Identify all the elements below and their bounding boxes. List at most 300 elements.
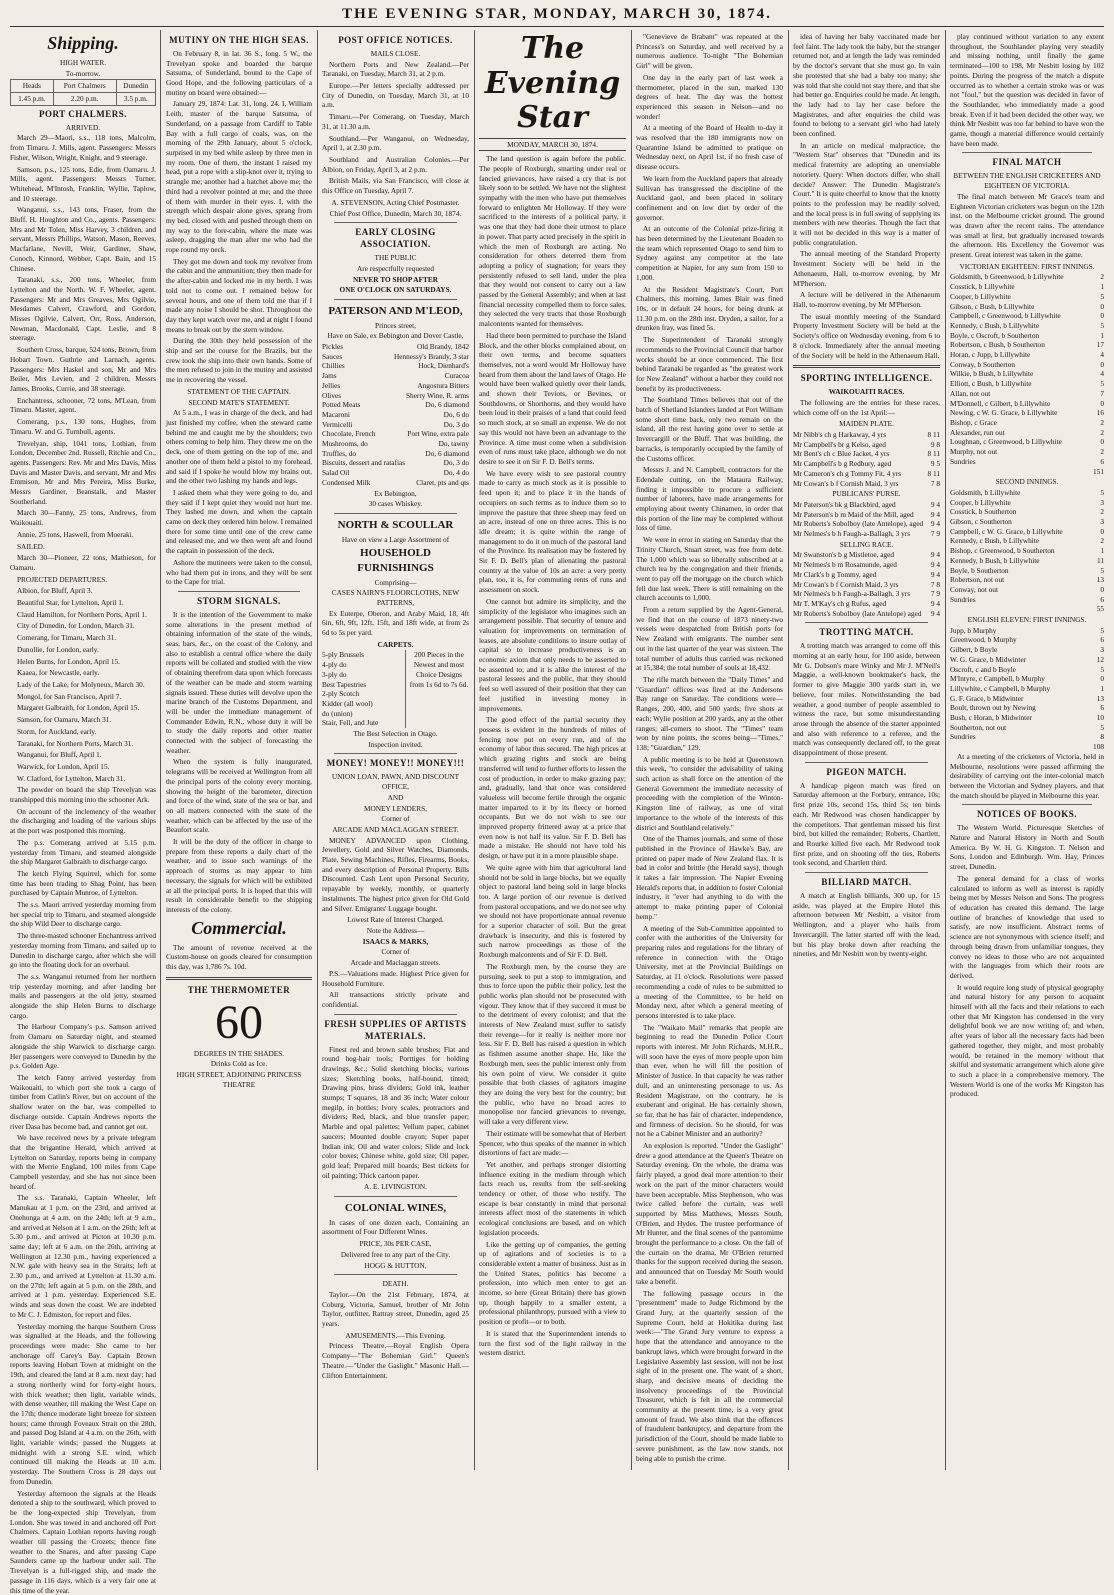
paragraph: idea of having her baby vaccinated made her feel faint. The lady took the baby, but the stranger returned not, and at length the lady was reminded by the doctor's servant that she must go. In vain she protested that she had a baby too many; she was told that she could not stay there, and that she had better go. Enquiries could be made. At length, the lady had to lay her case before the Magistrates, and after enquiries the child was found to belong to a servant girl who had lately been confined. (793, 32, 940, 139)
paragraph: City of Dunedin, for London, March 31. (17, 621, 135, 631)
score-row-value: 0 (1100, 526, 1104, 536)
column-sporting (793, 32, 940, 1468)
divider (166, 977, 312, 980)
postmaster-signature: A. STEVENSON, Acting Chief Postmaster. (331, 197, 460, 207)
money-text: MONEY ADVANCED upon Clothing, Jewellery, Gold and Silver Watches, Diamonds, Plate, Sewing Machines, Rifles, Firearms, Books, and every description of Personal Property. Bills Discounted. Cash Lent upon Personal Security, repayable by weekly, monthly, or quarterly instalments. The highest price given for Old Gold and Silver. Emigrants' Luggage bought. (322, 835, 469, 913)
race-entry-value: 9 4 (930, 560, 940, 570)
column-rule (788, 30, 789, 1470)
stock-item (322, 381, 469, 391)
paragraph: Storm, for Auckland, early. (17, 726, 97, 736)
paragraph: In an article on medical malpractice, the "Western Star" observes that "Dunedin and its medical fraternity are adopting an unenviable notoriety. Query: When doctors differ, who shall decide? Answer: The Dunedin Magistrate's Court." It is quite cheerful to know that the knotty points to the profession may be readily solved, and the local press is in full swing of supplying its members with new theories. Though the fact that it will not be decided in this way is a matter of public congratulation. (793, 140, 940, 247)
stock-item-label: Macaroni (322, 409, 350, 419)
stock-item (322, 410, 469, 420)
paragraph: The Western World. Picturesque Sketches of Nature and Natural History in North and South America. By W. H. G. Kingston. T. Nelson and Sons, London and Edinburgh. Wm. Hay, Princes street, Dunedin. (950, 823, 1104, 872)
race-entry-label: Mr Campbell's b g Redbury, aged (793, 459, 892, 469)
paragraph: Taranaki, s.s., 200 tons, Wheeler, from Lyttelton and the North. W. F. Wheeler, agent. Passengers: Mr and Mrs Greaves, Mrs Ogilvie, Mesdames Calvert, Crawford, and Gordon, Misses Ogilvie, Calvert, Orr, Ross, Anderson, Newman, Macdonald, Capt. Leslie, and 8 steerage. (10, 275, 156, 343)
stock-item-label: Salad Oil (322, 468, 350, 478)
tide-cell: Heads (11, 80, 54, 93)
death-heading: DEATH. (382, 1279, 409, 1289)
race-entry (793, 469, 940, 479)
score-row (950, 282, 1104, 292)
leader-dateline: MONDAY, MARCH 30, 1874. (479, 138, 626, 152)
paragraph: One of the Thames journals, and some of those published in the Province of Hawke's Bay, are printed on paper made of New Zealand flax. It is bad in color and brittle (the Herald says), though it takes a fair impression. The Napier Evening Herald's reports that, in addition to foster Colonial industry, it "ever had anything to do with the attempt to make printing paper of Colonial hemp." (636, 834, 783, 921)
post-office-heading: POST OFFICE NOTICES. (338, 35, 453, 45)
mate-statement-heading: SECOND MATE'S STATEMENT. (188, 397, 290, 407)
score-row (950, 498, 1104, 508)
paterson-heading: PATERSON AND M'LEOD, (328, 304, 463, 317)
race-entry-value: 7 9 (930, 529, 940, 539)
stock-item-value: Claret, pts and qts (416, 477, 469, 487)
score-total: 55 (1096, 604, 1104, 614)
paragraph: British Mails, via San Francisco, will close at this Office on Tuesday, April 7. (322, 176, 469, 196)
score-row (950, 655, 1104, 665)
early-closing-line: ONE O'CLOCK ON SATURDAYS. (339, 285, 452, 295)
race-entry (793, 560, 940, 570)
paragraph: January 29, 1874: Lat. 31, long. 24. I, William Leith, master of the barque Satsuma, of Sunderland, on a passage from Cardiff to Table Bay with a full cargo of coals, was, on the morning of the 29th January, about 5 o'clock, surprised in my bed while asleep by three men in my room. One of them, the instant I raised my head, put a rope with a slip-knot over it, trying to strangle me; another had a hatchet above me; the third had a revolver pointed at me; and the three of them with murder in their eyes. I, with the strength which despair alone gives, sprang from my bed, closed with and pushed through them on my way to the fore-cabin, where the mate was asleep, dragging the man after me who had the rope round my neck. (166, 99, 312, 255)
score-row (950, 546, 1104, 556)
paragraph: The "Waikato Mail" remarks that people are beginning to read the Dunedin Police Court reports with interest. Mr John Richards, M.H.R., will soon have the eyes of more people upon him than ever, when he will fill the position of Minister of Justice. In that capacity he was rather dull, and an uninteresting personage to us. As Resident Magistrate, on the contrary, he is exuberant and original. He has certainly shown, so far, that he has fair of character, independence, and firmness of decision. So he should, for was not he a Cabinet Minister and an authority? (636, 1022, 783, 1139)
section-title-shipping: Shipping. (47, 33, 119, 53)
paragraph: Southland.—Per Wanganui, on Wednesday, April 1, at 2.30 p.m. (322, 133, 469, 153)
paragraph: It would require long study of physical geography and natural history for any person to acquaint himself with all the facts and their relations to each other that Mr Kingston has condensed in the very delightful book we are now writing of; and when, after years of labor all the necessary facts had been gathered together, they might, and most probably would, be retained in the memory without that skilful and systematic arrangement which alone give to such a place in a comprehensive memory. The Western World is one of the works Mr Kingston has produced. (950, 982, 1104, 1099)
score-row (950, 595, 1104, 605)
mutiny-body (166, 49, 312, 385)
stock-item-value: Do, tawny (438, 439, 469, 449)
race-entry-value: 9 4 (930, 509, 940, 519)
money-corner: Corner of (381, 947, 410, 957)
score-row-label: Southerton, not out (950, 722, 1007, 732)
paragraph: SAILED. (17, 541, 45, 551)
paragraph: Their estimate will be somewhat that of Herbert Spencer, who thus speaks of the manner in which distortions of fact are made:— (479, 1128, 627, 1158)
score-row-label: Bishop, c Grace (950, 417, 997, 427)
divider (334, 753, 457, 754)
column-mutiny (166, 32, 312, 1468)
second-innings-list (950, 488, 1104, 604)
score-row-value: 2 (1100, 417, 1104, 427)
score-row-value: 2 (1100, 536, 1104, 546)
thermometer-heading: THE THERMOMETER (187, 984, 291, 995)
race-entry-label: Mr Cameron's ch g Tommy Fit, 4 yrs (793, 468, 902, 478)
first-innings-list (950, 272, 1104, 466)
score-total: 151 (1093, 466, 1104, 476)
tide-cell: Port Chalmers (53, 80, 116, 93)
score-row (950, 447, 1104, 457)
score-row-value: 5 (1100, 664, 1104, 674)
masthead-rule (10, 26, 1104, 27)
score-row (950, 331, 1104, 341)
tide-subheading: To-morrow. (65, 68, 101, 78)
score-row (950, 645, 1104, 655)
stock-item (322, 400, 469, 410)
paragraph: Comerang, p.s., 130 tons, Hughes, from Timaru. W. and G. Turnbull, agents. (10, 417, 156, 436)
paragraph: During the 30th they held possession of the ship and set the course for the Brazils, but the crew took the ship into their own hands. Some of the men refused to join in the mutiny and assisted me in recovering the vessel. (166, 336, 312, 385)
stock-item-value: Old Brandy, 1842 (416, 342, 469, 351)
score-row-value: 1 (1100, 282, 1104, 292)
money-place: Arcade and Maclaggan streets. (350, 958, 441, 968)
score-row-value: 3 (1100, 497, 1104, 507)
carpet-item: 3-ply do (322, 669, 347, 679)
sporting-heading: SPORTING INTELLIGENCE. (800, 373, 933, 384)
races-intro: The following are the entries for these races, which come off on the 1st April:— (793, 397, 940, 417)
stock-item-value: Do, 3 do (443, 458, 469, 468)
paragraph: At the Resident Magistrate's Court, Port Chalmers, this morning, James Blair was fined 10s, or in default 24 hours, for being drunk at 11.30 p.m. on the 28th inst. Dryden, a sailor, for a drunken fray, was fined 5s. (636, 284, 783, 333)
wines-price: PRICE, 30s PER CASE, (359, 1239, 432, 1249)
stock-item (322, 352, 469, 362)
north-scoullar-sub: Have on view a Large Assortment of (341, 534, 450, 544)
stock-item-label: Jellies (322, 380, 341, 390)
newspaper-title: The Evening Star (484, 31, 621, 135)
stock-item-value: Do, 6 do (443, 409, 469, 419)
score-row-value: 7 (1100, 388, 1104, 398)
paragraph: Enchantress, schooner, 72 tons, M'Lean, from Timaru. Master, agent. (10, 395, 156, 415)
stock-item (322, 458, 469, 468)
score-row (950, 507, 1104, 517)
race-entry-label: Mr Nelmes's b m Rosamunde, aged (793, 560, 897, 570)
race-entry (793, 440, 940, 450)
score-row-value: 1 (1100, 330, 1104, 340)
race-entry-label: Mr Clark's b g Tommy, aged (793, 569, 877, 579)
score-row-label: M'Donnell, c Gilbert, b Lillywhite (950, 398, 1051, 408)
score-row-label: Elliott, c Bush, b Lillywhite (950, 379, 1032, 389)
mate-body (166, 408, 312, 587)
score-row-label: Murphy, not out (950, 447, 998, 457)
billiard-continued-body (950, 32, 1104, 148)
second-innings-total (950, 604, 1104, 614)
paragraph: March 30—Pioneer, 22 tons, Mathieson, for Oamaru. (10, 553, 156, 572)
column-rule (160, 30, 161, 1470)
stock-item-value: Do, 6 diamond (425, 400, 469, 410)
paragraph: The s.s. Wanganui returned from her northern trip yesterday morning, and after landing her mails and passengers at the old jetty, steamed alongside the ship Helen Burns to discharge cargo. (10, 971, 156, 1020)
score-row (950, 732, 1104, 742)
paragraph: The rifle match between the "Daily Times" and "Guardian" offices was fired at the Andersons Bay range on Saturday. The conditions were—Ranges, 200, 400, and 500 yards; five shots at each; Wylie position at 200 yards, any at the other ranges; all-comers to shoot. The "Times" team won by nine points, the scores being—"Times," 138; "Guardian," 129. (636, 675, 783, 752)
stock-item-value: Do, 4 do (443, 468, 469, 478)
score-row-label: G. F. Grace, b Midwinter (950, 693, 1024, 703)
paterson-footer: Ex Bebington, (374, 488, 417, 498)
score-row (950, 665, 1104, 675)
race-entry (793, 599, 940, 609)
score-row (950, 437, 1104, 447)
race-entry-label: Mr Bent's ch c Blue Jacket, 4 yrs (793, 449, 890, 459)
commercial-text: The amount of revenue received at the Custom-house on goods cleared for consumption this day, was 1,786 7s. 10d. (166, 942, 312, 972)
paragraph: The ketch Flying Squirrel, which for some time has been trading to Shag Point, has been purchased by Captain Munroe, of Lyttelton. (10, 868, 156, 898)
paragraph: It is stated that the Superintendent intends to turn the first sod of the light railway in the western district. (479, 1328, 626, 1358)
stock-item-label: Pickles (322, 342, 344, 351)
trotting-text: A trotting match was arranged to come off this morning at an early hour, for 100 aside, between Mr G. Dobson's mare Winky and Mr J. M'Neil's Maggie, a well-known bookmaker's hack, the former to give Maggie 300 yards start in, we believe, four miles. Notwithstanding the bad weather, a good number of people assembled to witness the race, but some misunderstanding arose through the absence of the starter appointed and also with reference to a referee, and the match was consequently declared off, to the great disappointment of those present. (793, 641, 940, 758)
race-entry-value: 9 5 (930, 459, 940, 469)
score-row-label: Lillywhite, c Campbell, b Murphy (950, 683, 1051, 693)
score-row (950, 379, 1104, 389)
race-entry-label: Mr Cowan's b f Cornish Maid, 3 yrs (793, 579, 899, 589)
stock-item-label: Vermicelli (322, 419, 353, 429)
score-row-value: 5 (1100, 625, 1104, 635)
money-address-label: Note the Address— (366, 926, 425, 935)
race-entry (793, 510, 940, 520)
paragraph: Claud Hamilton, for Northern Ports, April 1. (17, 609, 147, 619)
score-row-label: Horan, c Jupp, b Lillywhite (950, 350, 1031, 360)
race-entry (793, 459, 940, 469)
race-entry-value: 9 4 (930, 598, 940, 608)
carpet-item: 4-ply do (322, 660, 347, 670)
race-entry (793, 550, 940, 560)
thermometer-address: HIGH STREET, ADJOINING PRINCESS THEATRE (176, 1070, 302, 1089)
stock-item-label: Condensed Milk (322, 477, 371, 487)
score-row-label: Cosstick, b Southerton (950, 507, 1017, 517)
race-entry-value: 9 4 (930, 519, 940, 529)
news-body (636, 32, 783, 1463)
race-entry-label: Mr T. M'Kay's ch g Rufus, aged (793, 598, 887, 608)
race-entry (793, 589, 940, 599)
race-entry-value: 8 11 (927, 449, 940, 459)
stock-item-value: Curacoa (444, 371, 469, 381)
score-row-value: 5 (1100, 379, 1104, 389)
score-row-value: 0 (1100, 437, 1104, 447)
score-row (950, 626, 1104, 636)
paragraph: A public meeting is to be held at Queenstown this week, "to consider the advisability of taking such action as shall force on the attention of the General Government the immediate necessity of proceeding with the completion of the Winton-Kingston line of railway, as one of vital importance to the whole of the interests of this district and Southland relatively." (636, 754, 783, 832)
paragraph: The general demand for a class of works calculated to inform as well as interest is rapidly being met by Messrs Nelson and Sons. The progress of education has created this demand. The large outline of branches of knowledge that used to satisfy, are now insufficient. Abstract terms of science are not synonymous with science itself; and through being drawn from unfamiliar tongues, they convey no ideas to those who are not acquainted with the languages from which their roots are derived. (950, 873, 1104, 980)
stock-item-value: Sherry Wine, R. arms (405, 390, 469, 400)
paragraph: play continued without variation to any extent throughout, the Southlander playing very steadily and missing nothing, until finally the game terminated—100 to 198, Mr Nesbitt losing by 102 points. During the progress of the match a dispute occurred as to whether a certain stroke was or was not "foul," but the question was decided in favor of the Southlander, who immediately made a good break. Even if it had been decided the other way, we think Mr Nesbitt was too far behind to have won the game, though a material difference would certainly have been made. (950, 32, 1104, 148)
score-row-label: Campbell, c W. G. Grace, b Lillywhite (950, 526, 1063, 536)
score-row-value: 4 (1100, 350, 1104, 360)
carpet-item: Stair, Fell, and Jute (322, 718, 379, 728)
stock-item-label: Sauces (322, 351, 343, 361)
paragraph: At a meeting of the Board of Health to-day it was resolved that the 180 immigrants now on Quarantine Island be admitted to pratique on Wednesday next, on April 1st, if no fresh case of disease occurs. (636, 123, 783, 172)
carpets-note: 200 Pieces in the Newest and most Choice Designs from 1s 6d to 7s 6d. (405, 650, 469, 728)
column-shipping (10, 32, 156, 1595)
score-row-label: Kennedy, c Bush, b Lillywhite (950, 320, 1040, 330)
early-closing-request: Are respectfully requested (357, 263, 434, 273)
score-row (950, 350, 1104, 360)
arrived-label: ARRIVED. (65, 122, 101, 132)
score-row (950, 517, 1104, 527)
stock-item-label: Biscuits, dessert and ratafias (322, 458, 406, 468)
score-row-label: Gibson, c Bush, b Lillywhite (950, 301, 1035, 311)
carpets-heading: CARPETS. (377, 639, 414, 649)
amusements-heading: AMUSEMENTS.—This Evening. (345, 1330, 446, 1340)
carpet-item: Best Tapestries (322, 679, 367, 689)
union-corner: Corner of (381, 814, 410, 824)
money-conf: All transactions strictly private and confidential. (322, 990, 469, 1009)
paragraph: We have received news by a private telegram that the brigantine Herald, which arrived at Lyttelton on Saturday, reports being in company with the Merrie England, 100 miles from Cape Campbell yesterday, and she has not since been heard of. (10, 1133, 156, 1191)
score-row-value: 3 (1100, 517, 1104, 527)
score-row-value: 0 (1100, 584, 1104, 594)
score-row-label: Robertson, c Bush, b Southerton (950, 340, 1045, 350)
english-innings-label: ENGLISH ELEVEN: FIRST INNINGS. (967, 615, 1087, 625)
artists-name: A. E. LIVINGSTON. (364, 1182, 427, 1192)
score-row-label: Wilkie, b Bush, b Lillywhite (950, 369, 1034, 379)
paragraph: The Harbour Company's p.s. Samson arrived from Oamaru on Saturday night, and steamed alongside the ship Warwick to discharge cargo. Her passengers were conveyed to Dunedin by the p.s. Golden Age. (10, 1022, 156, 1071)
divider (805, 762, 928, 763)
column-news (636, 32, 783, 1468)
stock-item-value: Do, 3 do (443, 419, 469, 429)
thermometer-footer: Drinks Cold as Ice. (210, 1059, 268, 1069)
carpet-item: do (union) (322, 708, 353, 718)
score-row (950, 389, 1104, 399)
paragraph: The good effect of the partial security they possess is evident in the hundreds of miles of fencing now put on every run, and of the economy of labor thus secured. The high prices at which grazing rights and stock are being transferred will tend to further efforts to lessen the cost of production, in order to make grazing pay; and, gradually, land that once was considered valueless will become fertile through the organic matter imparted to it by its fleecy or horned occupants. But we do not wish to see our improved property frittered away at a price that even now is not half its value. Sir F. D. Bell has made a mistake. He should not have told his design, or have put it in a more plausible shape. (479, 715, 626, 861)
paragraph: Yesterday morning the barque Southern Cross was signalled at the Heads, and the following proceedings were made: She came to her anchorage off Carey's Bay. Captain Brown reports leaving Hobart Town at midnight on the 19th, and cleared the land at 8 a.m. next day; had a strong northerly wind for forty-eight hours, with thick weather; then light, variable winds, with dense weather, till making the West Cape on the 17th; thence moderate light breeze for sixteen hours; came through Foveaux Strait on the 28th, and passed Dog Island at 4 a.m. on the 26th, with light, variable winds; passed the Nuggets at midnight with a strong S.E. wind, which continued till making the Heads at 10 a.m. yesterday. The Southern Cross is 28 days out from Dunedin. (10, 1321, 156, 1486)
money-interest: Lowest Rate of Interest Charged. (347, 915, 444, 925)
score-row-label: Loughnan, c Greenwood, b Lillywhite (950, 437, 1062, 447)
north-scoullar-heading: NORTH & SCOULLAR (337, 518, 454, 531)
score-row-value: 0 (1100, 311, 1104, 321)
score-row-value: 1 (1100, 683, 1104, 693)
paragraph: The annual meeting of the Standard Property Investment Society will be held in the Athenaeum, Hall, to-morrow evening, by Mr M'Pherson. (793, 249, 940, 288)
race-entry-label: Mr Paterson's bk g Blackbird, aged (793, 499, 896, 509)
score-row-value: 2 (1100, 427, 1104, 437)
paragraph: Had there been permitted to purchase the Island Block, and the other blocks complained about, on their own terms, and become squatters themselves, not a word would Mr Holloway have heard from them about the land laws of Otago. He would have been walked quietly over their lands, and shown their Teviots, or Bevines, or Southdowns, or Shorthorns, and they would have been loud in their praises of a land that could feed so much stock, at so small an expense. We do not say this would not have been an advantage to the Province. A time must come when a subdivision even of runs must take place, although we do not desire to see it on Sir F. D. Bell's terms. (479, 330, 626, 466)
score-row-value: 0 (1100, 301, 1104, 311)
race-entry-label: Mr Swanston's b g Mistletoe, aged (793, 550, 895, 560)
paragraph: Southern Cross, barque, 524 tons, Brown, from Hobart Town. Guthrie and Larnach, agents. Passengers: Mrs Haskel and son, Mr and Mrs Beiler, Mrs Levien, and 2 children, Messrs James, Brooks, Currie, and 38 steerage. (10, 345, 156, 393)
carpets-list (322, 650, 401, 728)
score-row (950, 575, 1104, 585)
stock-item-value: Hock, Dienhard's (418, 361, 469, 371)
race-entry-label: Mr Paterson's b m Maid of the Mill, aged (793, 509, 914, 519)
paragraph: When the system is fully inaugurated, telegrams will be received at Wellington from all the principal ports of the colony every morning, showing the height of the barometer, direction and force of the wind, state of the sea or bar, and on all matters connected with the state of the weather, which can be affected by the use of the Beaufort scale. (166, 757, 312, 835)
score-row (950, 321, 1104, 331)
commercial-heading: Commercial. (191, 917, 287, 938)
artists-heading: FRESH SUPPLIES OF ARTISTS MATERIALS. (324, 1018, 467, 1041)
race-entry-value: 7 9 (930, 589, 940, 599)
score-row-value: 2 (1100, 272, 1104, 282)
death-text: Taylor.—On the 21st February, 1874, at Coburg, Victoria, Samuel, brother of Mr John Taylor, outfitter, Rattray street, Dunedin, aged 25 years. (322, 1289, 469, 1329)
score-row-value: 17 (1096, 340, 1104, 350)
score-row (950, 399, 1104, 409)
score-row (950, 428, 1104, 438)
score-row-label: Gilbert, b Boyle (950, 645, 998, 655)
race-entry-label: Mr Roberts's Sobolboy (late Antelope) aged (793, 608, 922, 618)
paragraph: One cannot but admire its simplicity, and the simplicity of the legislator who imagines such an arrangement possible. That security of tenure and valuation for improvements on termination of leases, are absolute conditions to insure outlay of capital so to increase productiveness is an economic axiom that only needs to be asserted to be assented to; and it is alike the interest of the pastoral lessees and the public, that they should feel so well assured of their position that they can feel justified in investing money in improvements. (479, 596, 626, 713)
race-entry-value: 9 4 (930, 608, 940, 618)
stock-item-value: Do, 6 diamond (425, 448, 469, 458)
score-row (950, 418, 1104, 428)
selling-entries (793, 550, 940, 618)
union-heading: UNION LOAN, PAWN, AND DISCOUNT OFFICE, (331, 772, 460, 792)
artists-text: Finest red and brown sable brushes; Flat and round hog-hair tools; Porttiges for holding drawings, &c.; Solid sketching blocks, various sizes; Sketching books, half-bound, tinted; Drawing pins, brass dividers; Gold ink, leather stumps; T squares, 18 and 36 inch; Water colour megilp, in bottles; Ivory scales, protractors and dividers; Red, black, and blue transfer paper; Marble and opal palettes; Vellum paper, cabinet saucers; Mounted double crayon; Super paper Indian ink; Oil and water colors; Slide and lock color boxes; Chinese white, gold size; Oil paper, gold leaf; Prepared mill boards; Best tickets for oil painting; Thick cartoon paper. (322, 1044, 469, 1180)
leader-body (479, 154, 626, 1358)
post-office-body (322, 60, 469, 196)
stock-item-label: Olives (322, 390, 342, 400)
carpet-item: Kidder (all wool) (322, 698, 373, 708)
paragraph: Albion, for Bluff, April 3. (17, 586, 93, 596)
paragraph: From a return supplied by the Agent-General, we find that on the course of 1873 ninety-two vessels were despatched from British ports for New Zealand with emigrants. The number sent out in the last quarter of the year was sixteen. The total number of adults thus carried was reckoned at 15,384; the total number of souls at 18,432. (636, 605, 783, 673)
divider (334, 299, 457, 300)
paragraph: A lecture will be delivered in the Athenaeum Hall, to-morrow evening, by Mr M'Pherson. (793, 290, 940, 309)
furnishings-text: Ex Euterpe, Oberon, and Araby Maid, 18, 4ft 6in, 6ft, 9ft, 12ft, 15ft, and 18ft wide, at from 2s 6d to 5s per yard. (322, 608, 469, 638)
tide-heading: HIGH WATER. (59, 57, 107, 67)
carpet-item: 5-ply Brussels (322, 650, 364, 660)
column-rule (474, 30, 475, 1470)
paragraph: "Genevieve de Brabant" was repeated at the Princess's on Saturday, and well received by a numerous audience. To-night "The Bohemian Girl" will be given. (636, 32, 783, 71)
union-place: ARCADE AND MACLAGGAN STREET. (332, 824, 459, 834)
paterson-items (322, 342, 469, 488)
race-entry (793, 580, 940, 590)
tide-cell: Dunedin (116, 80, 155, 93)
column-rule (631, 30, 632, 1470)
stock-item (322, 439, 469, 449)
paragraph: The land question is again before the public. The people of Roxburgh, smarting under real or fancied grievances, have raised a cry that is not likely soon to be settled. We have not the slightest sympathy with the men who have put themselves forward to enlighten Mr Holloway. If they were sacrificed to the interests of a political party, it was one that they had done their utmost to place in power. That party acted precisely in the spirit in which the men of Roxburgh are acting. No consideration for others deterred them from adopting a policy of stagnation; for years they persistently refused to sell land, under the plea that they would not consent to carry out a law passed by the General Assembly; and when at last financial necessity compelled them to force sales, they selected the very tracts that those Roxburgh malcontents wanted for themselves. (479, 154, 626, 329)
trotting-heading: TROTTING MATCH. (819, 627, 914, 638)
storm-heading: STORM SIGNALS. (197, 595, 281, 606)
score-row-value: 5 (1100, 291, 1104, 301)
score-row-value: 2 (1100, 447, 1104, 457)
billiard-heading: BILLIARD MATCH. (821, 877, 912, 888)
score-row (950, 340, 1104, 350)
score-row-label: Conway, b Southerton (950, 359, 1015, 369)
paragraph: W. Clatford, for Lyttelton, March 31. (17, 773, 126, 783)
paragraph: Wanganui, for Bluff, April 1. (17, 750, 102, 760)
score-row (950, 292, 1104, 302)
wines-name: HOGG & HUTTON, (364, 1260, 427, 1270)
paragraph: Trevelyan, ship, 1041 tons, Lothian, from London, December 2nd. Russell, Ritchie and Co., agents. Passengers: Rev. Mr and Mrs Davis, Miss Davis and Master Davis, and servant, Mr and Mrs Emmison, Mr and Mrs Pereira, Miss Burke, Messrs Gardiner, Beanstalk, and Master Southerland. (10, 438, 156, 506)
score-row (950, 703, 1104, 713)
paragraph: At 5 a.m., I was in charge of the deck, and had just finished my coffee, when the steward came behind me and caught me by the shoulders; two others coming to help him. They threw me on the deck, one of them getting on the top of me, and another one of them held a pistol to my forehead, and said if I spoke he would blow my brains out, and the other two lashing my hands and legs. (166, 408, 312, 486)
paterson-footer: 30 cases Whiskey. (368, 499, 423, 509)
paragraph: The ketch Fanny arrived yesterday from Waikouaiti, to which port she took a cargo of timber from Catlin's River, but on account of the shallow water on the bar, was compelled to discharge outside. Captain Andrews reports the river Dasa has become bad, and cannot get out. (10, 1073, 156, 1131)
score-row-label: Robertson, not out (950, 575, 1005, 585)
stock-item (322, 420, 469, 430)
score-row-label: Goldsmith, b Greenwood, b Lillywhite (950, 272, 1064, 282)
score-row-value: 13 (1096, 693, 1104, 703)
final-match-sub: BETWEEN THE ENGLISH CRICKETERS AND EIGHTEEN OF VICTORIA. (953, 171, 1101, 191)
books-body (950, 823, 1104, 1099)
score-row-value: 0 (1100, 398, 1104, 408)
column-rule (945, 30, 946, 1470)
paragraph: They got me down and took my revolver from the cabin and the ammunition; they then made for the after-cabin and locked me in my berth. I was told not to come out. I remained below for several hours, and one of them told me that if I made any noise I should be shot. Throughout the day they kept watch over me, and at night I found means to break out by the stern window. (166, 256, 312, 334)
stock-item-label: Truffles, do (322, 448, 357, 458)
score-row (950, 272, 1104, 282)
carpets-footer: The Best Selection in Otago. (353, 729, 438, 739)
final-match-text: The final match between Mr Grace's team and Eighteen Victorian cricketers was begun on the 12th inst. on the Melbourne cricket ground. The ground was drawn after the recent rains. The attendance was small at first, but gradually increased towards the afternoon. His Excellency the Governor was present. Great interest was taken in the game. (950, 191, 1104, 260)
money-name: ISAACS & MARKS, (362, 936, 429, 946)
tide-table (10, 79, 156, 105)
score-row-label: Cooper, b Lillywhite (950, 497, 1011, 507)
paragraph: Kaaea, for Newcastle, early. (17, 668, 100, 678)
divider (805, 872, 928, 873)
stock-item-label: Chocolate, French (322, 429, 376, 439)
divider (962, 804, 1092, 805)
wines-heading: COLONIAL WINES, (344, 1202, 447, 1215)
race-entry-label: Mr Nibb's ch g Harkaway, 4 yrs (793, 429, 887, 439)
score-row (950, 684, 1104, 694)
race-entry-value: 8 11 (927, 429, 940, 439)
stock-item (322, 468, 469, 478)
paragraph: On February 8, in lat. 36 S., long. 5 W., the Trevelyan spoke and boarded the barque Satsuma, of Sunderland, bound to the Cape of Good Hope, and the following particulars of a mutiny on board were obtained:— (166, 48, 312, 97)
divider (805, 622, 928, 623)
stock-item-label: Chillies (322, 361, 345, 371)
score-row-label: Bush, c Horan, b Midwinter (950, 713, 1032, 723)
score-row-value: 3 (1100, 645, 1104, 655)
divider (334, 513, 457, 514)
paragraph: An explosion is reported. "Under the Gaslight" drew a good attendance at the Queen's Theatre on Saturday evening. On the whole, the drama was fairly played, a good deal more attention to their work on the part of the minor characters would have been acceptable. Miss Stephenson, who was twice called before the curtain, was well supported by Miss Matthews, Messrs South, O'Brien, and Hydes. The trustee performance of Mr Hunter, and the final scenes of the pantomime brought the performance to a close. On the fall of the curtain on the drama, Mr O'Brien returned thanks for the support received during the season, and announced that on Tuesday Mr South would take a benefit. (636, 1141, 783, 1286)
paragraph: The p.s. Comerang arrived at 5.15 p.m. yesterday from Timaru, and steamed alongside the ship Margaret Galbraith to discharge cargo. (10, 837, 156, 867)
stock-item (322, 391, 469, 401)
race-entry-value: 9 4 (930, 569, 940, 579)
paragraph: Comerang, for Timaru, March 31. (17, 633, 117, 643)
books-heading: NOTICES OF BOOKS. (977, 809, 1077, 820)
score-row (950, 604, 1104, 614)
stock-item (322, 361, 469, 371)
race-entry (793, 479, 940, 489)
paragraph: The s.s. Taranaki, Captain Wheeler, left Manukau at 1 p.m. on the 23rd, and arrived at Onehunga at 4 a.m. on the 24th; left at 9 a.m., and arrived at Nelson at 1 a.m. on the 26th; left at 5.30 p.m., and arrived at Picton at 10.30 p.m. same day; left at 6 a.m. on the 26th, arriving at Wellington at 12.30 p.m., having experienced a N.W. gale with heavy sea in the Straits; left at 2.30 p.m., and arrived at Lyttelton at 11.30 a.m. on the 27th; left again at 5 p.m. on the 28th, and arrived at 1 p.m. yesterday. Experienced S.E. winds and seas down the coast. We are indebted to Mr C. J. Edmiston, for report and files. (10, 1193, 156, 1319)
race-entry-label: Mr Nelmes's b h Faugh-a-Ballagh, 3 yrs (793, 589, 911, 599)
selling-label: SELLING RACE. (839, 539, 894, 549)
race-entry-label: Mr Cowan's b f Cornish Maid, 3 yrs (793, 478, 899, 488)
publicans-label: PUBLICANS' PURSE. (832, 489, 901, 499)
pigeon-heading: PIGEON MATCH. (826, 766, 907, 777)
score-row-value: 6 (1100, 594, 1104, 604)
score-row (950, 527, 1104, 537)
